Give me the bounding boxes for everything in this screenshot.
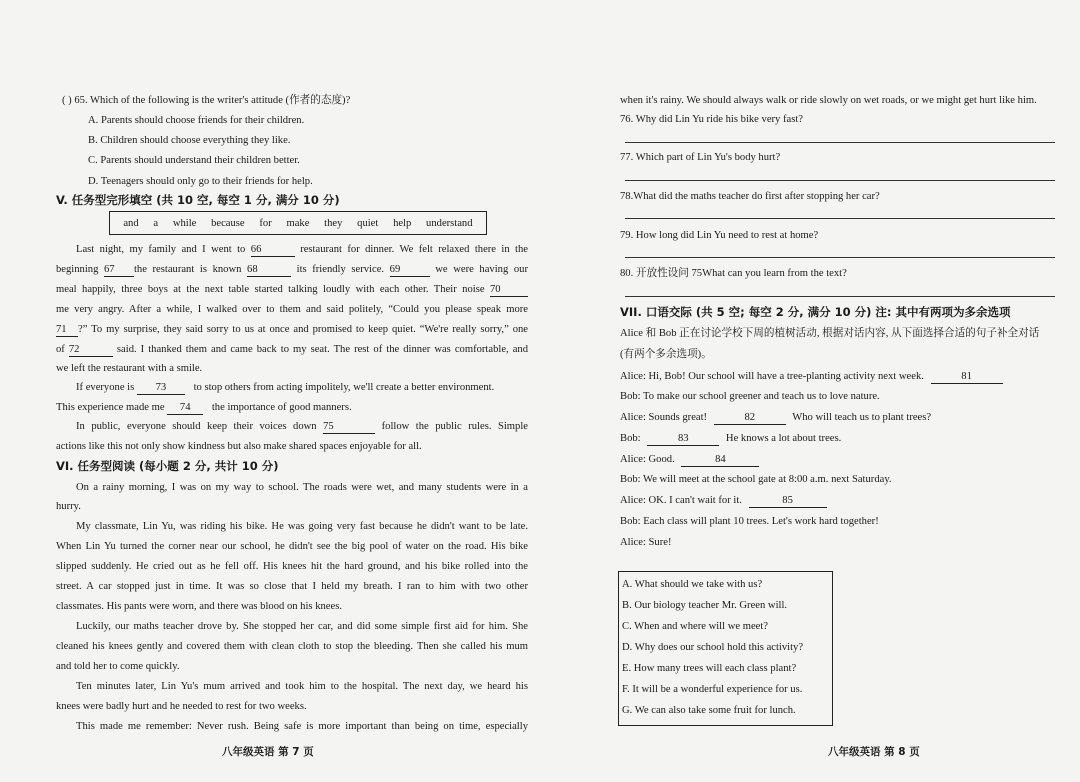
dialogue-line: Bob: To make our school greener and teach us to love nature. [620, 391, 880, 402]
word: quiet [357, 217, 379, 229]
reading-line: Ten minutes later, Lin Yu's mum arrived and took him to the hospital. The next day, we heard his [76, 681, 528, 692]
word-bank-box [109, 211, 487, 235]
blank-74[interactable]: 74 [167, 402, 203, 415]
passage-line: me very angry. After a while, I walked over to them and said politely, “Could you please speak more [56, 304, 528, 315]
reading-line: When Lin Yu turned the corner near our school, he didn't see the big pool of water on the road. His bike [56, 541, 528, 552]
dialogue-line: Bob: 83 He knows a lot about trees. [620, 433, 842, 444]
section-7-intro-2: (有两个多余选项)。 [620, 349, 712, 360]
reading-line: street. A car stopped just in time. It was so close that I held my breath. I ran to him with two other [56, 581, 528, 592]
blank-85[interactable]: 85 [749, 495, 827, 508]
blank-67[interactable]: 67 [104, 264, 134, 277]
reading-line: slipped suddenly. He cried out as he fell off. His knees hit the hard ground, and his bike rolled into the [56, 561, 528, 572]
dialogue-line: Alice: Hi, Bob! Our school will have a tree-planting activity next week. 81 [620, 370, 1003, 384]
blank-84[interactable]: 84 [681, 454, 759, 467]
blank-83[interactable]: 83 [647, 433, 719, 446]
dialogue-line: Alice: Sounds great! 82 Who will teach us to plant trees? [620, 412, 932, 423]
blank-66[interactable]: 66 [251, 244, 295, 257]
passage-line: If everyone is 73 to stop others from acting impolitely, we'll create a better environment. [76, 382, 495, 393]
blank-82[interactable]: 82 [714, 412, 786, 425]
option-d: D. Why does our school hold this activity? [622, 642, 804, 653]
word: they [324, 217, 343, 229]
word: a [153, 217, 159, 229]
answer-line-78[interactable] [625, 218, 1055, 219]
option-b: B. Our biology teacher Mr. Green will. [622, 600, 788, 611]
option-d: D. Teenagers should only go to their friends for help. [88, 176, 313, 187]
answer-line-76[interactable] [625, 142, 1055, 143]
passage-line: of 72 said. I thanked them and came back to my seat. The rest of the dinner was comfortable, and [56, 344, 528, 355]
option-c: C. Parents should understand their children better. [88, 155, 300, 166]
passage-line: This experience made me 74 the importance of good manners. [56, 402, 352, 413]
reading-continued: when it's rainy. We should always walk or ride slowly on wet roads, or we might get hurt like him. [620, 95, 1037, 106]
reading-line: knees were badly hurt and he needed to rest for two weeks. [56, 701, 307, 712]
passage-line: 71 ?” To my surprise, they said sorry to us at once and promised to keep quiet. “We're really sorry,” one [56, 324, 528, 335]
dialogue-line: Alice: Sure! [620, 537, 672, 548]
page-footer-right: 八年级英语 第 8 页 [828, 746, 920, 758]
option-a: A. What should we take with us? [622, 579, 763, 590]
question-80: 80. 开放性设问 75What can you learn from the text? [620, 268, 847, 279]
question-76: 76. Why did Lin Yu ride his bike very fast? [620, 114, 803, 125]
answer-line-80[interactable] [625, 296, 1055, 297]
reading-line: This made me remember: Never rush. Being safe is more important than being on time, especially [76, 721, 528, 732]
blank-69[interactable]: 69 [390, 264, 430, 277]
reading-line: Luckily, our maths teacher drove by. She stopped her car, and did some simple first aid for him. She [76, 621, 528, 632]
reading-line: classmates. His pants were worn, and there was blood on his knees. [56, 601, 342, 612]
answer-line-77[interactable] [625, 180, 1055, 181]
word: help [393, 217, 412, 229]
question-79: 79. How long did Lin Yu need to rest at home? [620, 230, 819, 241]
blank-70[interactable]: 70 [490, 284, 528, 297]
dialogue-line: Bob: Each class will plant 10 trees. Let's work hard together! [620, 516, 879, 527]
word: and [123, 217, 139, 229]
reading-line: hurry. [56, 501, 81, 512]
option-f: F. It will be a wonderful experience for us. [622, 684, 803, 695]
reading-line: My classmate, Lin Yu, was riding his bike. He was going very fast because he didn't want to be late. [76, 521, 528, 532]
option-a: A. Parents should choose friends for their children. [88, 115, 305, 126]
reading-line: cleaned his knees gently and covered them with clean cloth to stop the bleeding. Then she called his mum [56, 641, 528, 652]
passage-line: beginning 67 the restaurant is known 68 its friendly service. 69 we were having our [56, 264, 528, 275]
section-7-intro: Alice 和 Bob 正在讨论学校下周的植树活动, 根据对话内容, 从下面选择合适的句子补全对话 [620, 328, 1040, 339]
blank-72[interactable]: 72 [69, 344, 113, 357]
dialogue-line: Alice: OK. I can't wait for it. 85 [620, 494, 827, 508]
word: while [172, 217, 197, 229]
section-5-title: V. 任务型完形填空 (共 10 空, 每空 1 分, 满分 10 分) [56, 193, 340, 207]
question-77: 77. Which part of Lin Yu's body hurt? [620, 152, 781, 163]
reading-line: and told her to come quickly. [56, 661, 180, 672]
passage-line: we left the restaurant with a smile. [56, 363, 203, 374]
dialogue-line: Bob: We will meet at the school gate at 8:00 a.m. next Saturday. [620, 474, 892, 485]
blank-75[interactable]: 75 [323, 421, 375, 434]
word: make [286, 217, 310, 229]
blank-81[interactable]: 81 [931, 371, 1003, 384]
section-6-title: VI. 任务型阅读 (每小题 2 分, 共计 10 分) [56, 459, 279, 473]
option-c: C. When and where will we meet? [622, 621, 769, 632]
reading-line: On a rainy morning, I was on my way to school. The roads were wet, and many students were in a [76, 482, 528, 493]
passage-line: In public, everyone should keep their voices down 75 follow the public rules. Simple [76, 421, 528, 432]
answer-line-79[interactable] [625, 257, 1055, 258]
section-7-title: VII. 口语交际 (共 5 空; 每空 2 分, 满分 10 分) 注: 其中有两项为多余选项 [620, 305, 1011, 319]
passage-line: meal happily, three boys at the next table started talking loudly with each other. Their noise 70 [56, 283, 528, 297]
option-b: B. Children should choose everything they like. [88, 135, 291, 146]
passage-line: actions like this not only show kindness but also make shared spaces enjoyable for all. [56, 441, 422, 452]
page-footer-left: 八年级英语 第 7 页 [222, 746, 314, 758]
blank-68[interactable]: 68 [247, 264, 291, 277]
option-g: G. We can also take some fruit for lunch. [622, 705, 796, 716]
word: understand [426, 217, 473, 229]
passage-line: Last night, my family and I went to 66 restaurant for dinner. We felt relaxed there in the [76, 244, 529, 255]
option-e: E. How many trees will each class plant? [622, 663, 797, 674]
blank-73[interactable]: 73 [137, 382, 185, 395]
blank-71[interactable]: 71 [56, 324, 78, 337]
word: because [211, 217, 245, 229]
question-78: 78.What did the maths teacher do first after stopping her car? [620, 191, 880, 202]
word: for [259, 217, 272, 229]
dialogue-line: Alice: Good. 84 [620, 453, 759, 467]
question-65-stem: ( ) 65. Which of the following is the writer's attitude (作者的态度)? [62, 95, 351, 106]
